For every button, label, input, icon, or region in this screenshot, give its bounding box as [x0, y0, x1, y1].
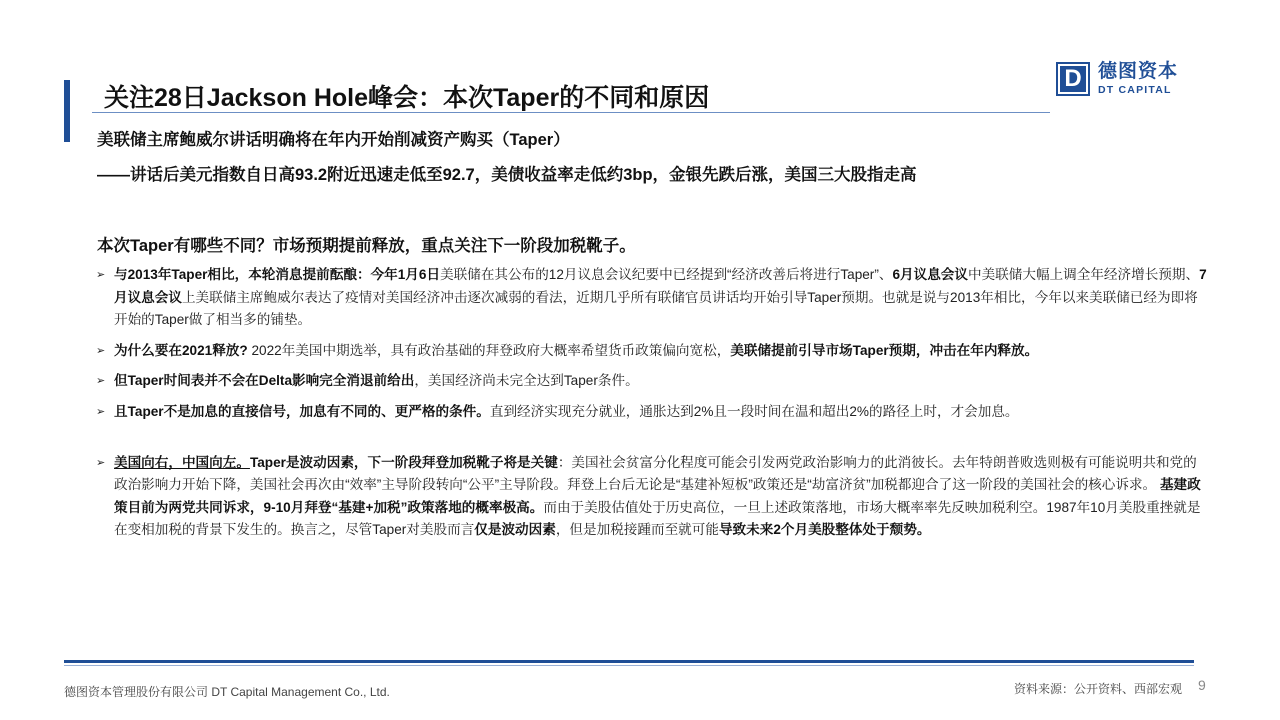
- arrow-bullet-icon: ➢: [96, 375, 106, 388]
- arrow-bullet-icon: ➢: [96, 405, 106, 418]
- bullet-segment: 直到经济实现充分就业，通胀达到2%且一段时间在温和超出2%的路径上时，才会加息。: [489, 403, 1019, 419]
- bullet-segment: ：美国社会贫富分化程度可能会引发两党政治影响力的此消彼长。去年特朗普败选则极有可能说明共和党的政治影响力开始下降，美国社会再次由“效率”主导阶段转向“公平”主导阶段。拜登上台后无论是“基建补短板”政策还是“劫富济贫”加税都迎合了这一阶段的美国社会的核心诉求。: [114, 454, 1197, 493]
- bullet-segment: 仅是波动因素: [474, 522, 556, 538]
- bullet-item: [96, 452, 1208, 542]
- bullet-segment: 基建政策目前为两党共同诉求，9-10月拜登“基建+加税”政策落地的概率极高。: [114, 477, 1201, 515]
- footer-divider: [64, 660, 1194, 663]
- bullet-segment: Taper是波动因素，下一阶段拜登加税靴子将是关键: [249, 454, 558, 470]
- bullet-segment: 为什么要在2021释放?: [114, 342, 248, 358]
- footer-divider-thin: [64, 665, 1194, 666]
- bullet-text: [114, 455, 1201, 538]
- bullet-segment: 且Taper不是加息的直接信号，加息有不同的、更严格的条件。: [114, 403, 490, 419]
- bullet-text: [114, 267, 1207, 327]
- title-accent-bar: [64, 80, 70, 142]
- bullet-segment: 上美联储主席鲍威尔表达了疫情对美国经济冲击逐次减弱的看法，近期几乎所有联储官员讲话均开始引导Taper预期。也就是说与2013年相比，今年以来美联储已经为即将开始的Taper做了相当多的铺垫。: [114, 289, 1198, 328]
- arrow-bullet-icon: ➢: [96, 344, 106, 357]
- bullet-segment: 6月议息会议: [892, 267, 968, 282]
- bullet-item: [96, 370, 1208, 393]
- bullet-item: [96, 264, 1208, 332]
- logo-cn: 德图资本: [1098, 61, 1179, 83]
- page-number: 9: [1198, 677, 1206, 693]
- bullet-segment: ，但是加税接踵而至就可能: [555, 522, 719, 538]
- bullet-segment: 但Taper时间表并不会在Delta影响完全消退前给出: [114, 373, 415, 389]
- footer-company: 德图资本管理股份有限公司 DT Capital Management Co., Ltd.: [64, 685, 390, 699]
- section-heading: 本次Taper有哪些不同？市场预期提前释放，重点关注下一阶段加税靴子。: [97, 237, 636, 255]
- bullet-segment: 美联储提前引导市场Taper预期，冲击在年内释放。: [730, 342, 1039, 358]
- logo-d-icon: D: [1056, 62, 1090, 96]
- bullet-segment: 2022年美国中期选举，具有政治基础的拜登政府大概率希望货币政策偏向宽松，: [247, 342, 731, 358]
- bullet-segment: 美联储在其公布的12月议息会议纪要中已经提到“经济改善后将进行Taper”、: [440, 267, 893, 282]
- bullet-text: [114, 404, 1019, 419]
- bullet-list: [96, 264, 1208, 550]
- bullet-segment: 美国向右，中国向左。: [114, 454, 250, 470]
- bullet-segment: ，美国经济尚未完全达到Taper条件。: [414, 373, 639, 389]
- bullet-segment: 而由于美股估值处于历史高位，一旦上述政策落地，市场大概率率先反映加税利空。1987年10月美股重挫就是在变相加税的背景下发生的。换言之，尽管Taper对美股而言: [114, 499, 1201, 538]
- bullet-segment: 7月议息会议: [114, 267, 1207, 305]
- bullet-segment: 中美联储大幅上调全年经济增长预期、: [968, 267, 1200, 282]
- footer-source: 资料来源：公开资料、西部宏观: [1013, 682, 1182, 696]
- arrow-bullet-icon: ➢: [96, 269, 106, 281]
- page-title: 关注28日Jackson Hole峰会：本次Taper的不同和原因: [104, 84, 710, 112]
- arrow-bullet-icon: ➢: [96, 456, 106, 469]
- subtitle-2: ——讲话后美元指数自日高93.2附近迅速走低至92.7，美债收益率走低约3bp，金银先跌后涨，美国三大股指走高: [97, 166, 917, 184]
- subtitle-1: 美联储主席鲍威尔讲话明确将在年内开始削减资产购买（Taper）: [97, 131, 570, 149]
- bullet-text: [114, 373, 639, 388]
- bullet-item: [96, 340, 1208, 363]
- company-logo: [1056, 62, 1178, 96]
- bullet-text: [114, 343, 1038, 358]
- logo-en: DT CAPITAL: [1098, 84, 1172, 97]
- bullet-segment: 与2013年Taper相比，本轮消息提前酝酿：今年1月6日: [114, 267, 441, 282]
- bullet-segment: 导致未来2个月美股整体处于颓势。: [718, 522, 931, 538]
- logo-text: [1098, 62, 1178, 96]
- bullet-item: [96, 401, 1208, 424]
